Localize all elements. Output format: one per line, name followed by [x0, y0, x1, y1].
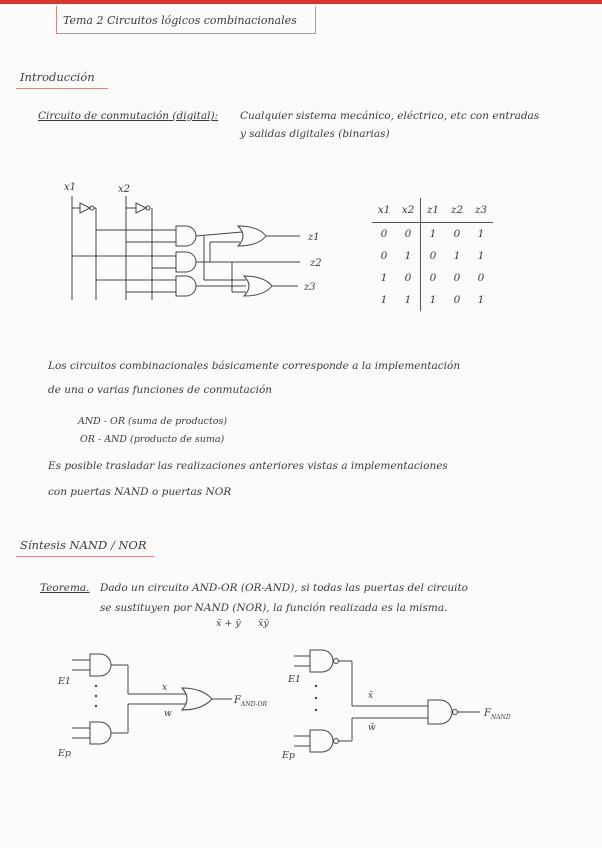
cell: 0: [453, 228, 461, 240]
cell: 1: [380, 294, 388, 306]
header-x1: x1: [372, 198, 396, 223]
paragraph-item-1: AND - OR (suma de productos): [78, 416, 228, 427]
paragraph-line-4: con puertas NAND o puertas NOR: [48, 486, 232, 498]
label-z3: z3: [304, 282, 316, 293]
definition-term: Circuito de conmutación (digital):: [38, 110, 219, 122]
header-z1: z1: [421, 198, 446, 223]
label-left-f-sub: AND-OR: [241, 701, 267, 708]
header-x2: x2: [396, 198, 421, 223]
label-right-ep: Ep: [282, 750, 296, 761]
header-z2: z2: [445, 198, 469, 223]
label-x1: x1: [64, 182, 77, 193]
paragraph-item-2: OR - AND (producto de suma): [80, 434, 225, 445]
theorem-line-1: Dado un circuito AND-OR (OR-AND), si todas las puertas del circuito: [100, 582, 468, 594]
label-x2: x2: [118, 184, 131, 195]
cell: 1: [421, 289, 446, 311]
cell: 1: [477, 228, 485, 240]
definition-line-1: Cualquier sistema mecánico, eléctrico, etc con entradas: [240, 110, 540, 122]
cell: 0: [477, 272, 485, 284]
cell: 1: [453, 250, 461, 262]
paragraph-line-2: de una o varias funciones de conmutación: [48, 384, 273, 396]
label-z2: z2: [310, 258, 322, 269]
cell: 1: [421, 223, 446, 246]
cell: 1: [477, 294, 485, 306]
label-left-x: x: [162, 683, 168, 693]
theorem-line-2: se sustituyen por NAND (NOR), la función realizada es la misma.: [100, 602, 448, 614]
label-right-f: F: [484, 708, 491, 719]
cell: 1: [380, 272, 388, 284]
cell: 0: [380, 250, 388, 262]
label-left-f: F: [234, 695, 241, 706]
cell: 0: [453, 294, 461, 306]
label-right-w-bar: w̄: [368, 723, 376, 733]
cell: 1: [404, 250, 412, 262]
label-right-f-sub: NAND: [491, 714, 511, 721]
cell: 1: [404, 294, 412, 306]
note-sum: x̄ + ȳ: [216, 618, 241, 629]
label-left-w: w: [164, 709, 172, 719]
intro-heading: Introducción: [20, 70, 95, 84]
header-z3: z3: [469, 198, 493, 223]
cell: 0: [453, 272, 461, 284]
cell: 0: [380, 228, 388, 240]
label-left-e1: E1: [58, 676, 71, 687]
theorem-label: Teorema.: [40, 582, 90, 594]
definition-line-2: y salidas digitales (binarias): [240, 128, 390, 140]
cell: 1: [477, 250, 485, 262]
cell: 0: [421, 245, 446, 267]
note-product: x̄ȳ: [258, 618, 269, 629]
label-right-x-bar: x̄: [368, 691, 374, 701]
cell: 0: [421, 267, 446, 289]
label-right-e1: E1: [288, 674, 301, 685]
cell: 0: [404, 272, 412, 284]
page-title: Tema 2 Circuitos lógicos combinacionales: [63, 14, 297, 27]
paragraph-line-1: Los circuitos combinacionales básicamente corresponde a la implementación: [48, 360, 461, 372]
cell: 0: [404, 228, 412, 240]
nand-nor-heading: Síntesis NAND / NOR: [20, 538, 147, 552]
label-z1: z1: [308, 232, 320, 243]
label-left-ep: Ep: [58, 748, 72, 759]
paragraph-line-3: Es posible trasladar las realizaciones anteriores vistas a implementaciones: [48, 460, 448, 472]
